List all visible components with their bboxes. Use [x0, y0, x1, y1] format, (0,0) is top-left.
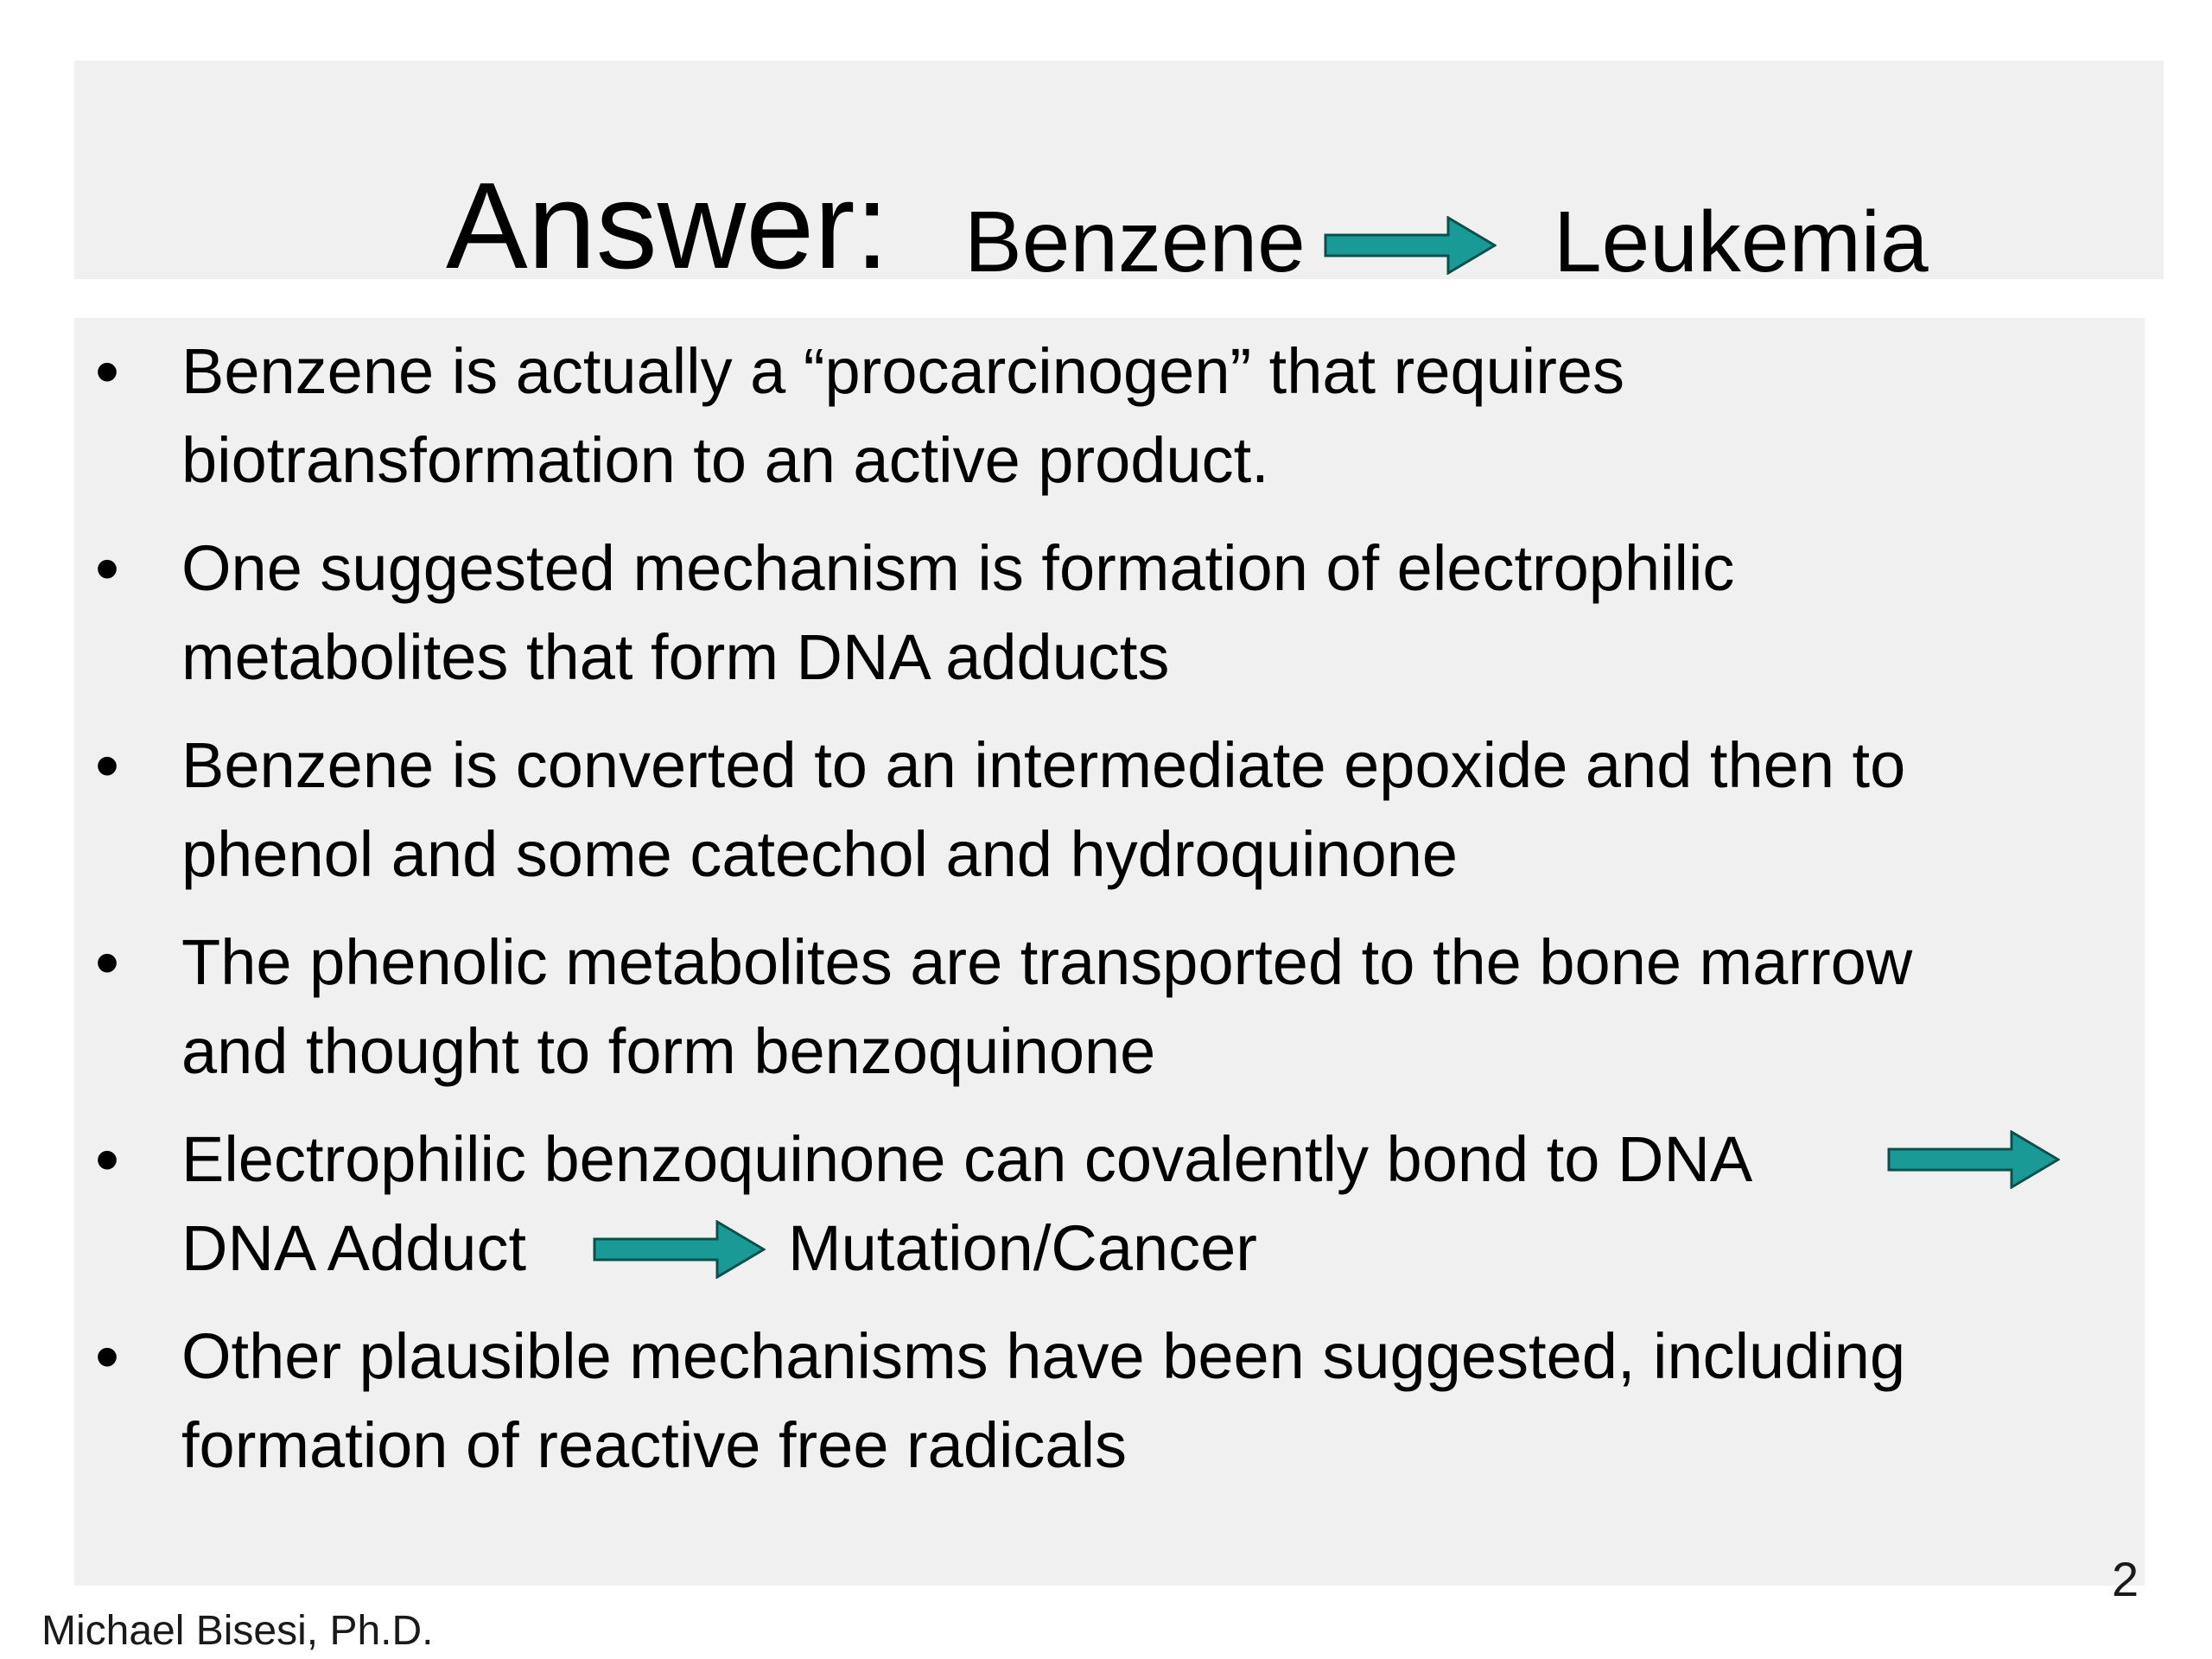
- bullet-text-line: formation of reactive free radicals: [181, 1409, 1128, 1481]
- bullet-marker: •: [95, 924, 120, 1001]
- bullet-marker: •: [95, 530, 120, 607]
- bullet-marker: •: [95, 727, 120, 804]
- bullet-text-line: DNA Adduct: [181, 1212, 527, 1284]
- bullet-marker: •: [95, 333, 120, 410]
- bullet-text-line: Electrophilic benzoquinone can covalently bond to DNA: [181, 1123, 1753, 1195]
- right-arrow-icon: [1324, 216, 1497, 275]
- bullet-text-line: The phenolic metabolites are transported to the bone marrow: [181, 926, 1913, 998]
- slide-title: Answer:: [446, 157, 889, 295]
- bullet-text-line: Mutation/Cancer: [788, 1212, 1257, 1284]
- right-arrow-icon: [593, 1220, 766, 1279]
- bullet-text-line: and thought to form benzoquinone: [181, 1015, 1156, 1087]
- bullet-marker: •: [95, 1121, 120, 1198]
- title-row: [74, 60, 2164, 295]
- bullet-text-line: Benzene is actually a “procarcinogen” that requires: [181, 335, 1625, 407]
- footer-author: Michael Bisesi, Ph.D.: [41, 1608, 434, 1654]
- title-panel: [74, 60, 2164, 295]
- bullet-text-line: Benzene is converted to an intermediate epoxide and then to: [181, 729, 1906, 801]
- bullet-list: [74, 318, 2145, 1586]
- bullet-text-line: metabolites that form DNA adducts: [181, 621, 1170, 693]
- bullet-text-line: biotransformation to an active product.: [181, 424, 1269, 496]
- slide-number: 2: [2112, 1552, 2139, 1606]
- bullet-text-line: phenol and some catechol and hydroquinone: [181, 818, 1459, 890]
- right-arrow-icon: [1887, 1130, 2060, 1189]
- bullet-text-line: One suggested mechanism is formation of electrophilic: [181, 532, 1735, 604]
- title-from-term: Benzene: [964, 194, 1306, 290]
- bullet-marker: •: [95, 1318, 120, 1395]
- content-panel: [74, 318, 2145, 1586]
- bullet-text-line: Other plausible mechanisms have been suggested, including: [181, 1320, 1906, 1392]
- title-to-term: Leukemia: [1554, 194, 1929, 290]
